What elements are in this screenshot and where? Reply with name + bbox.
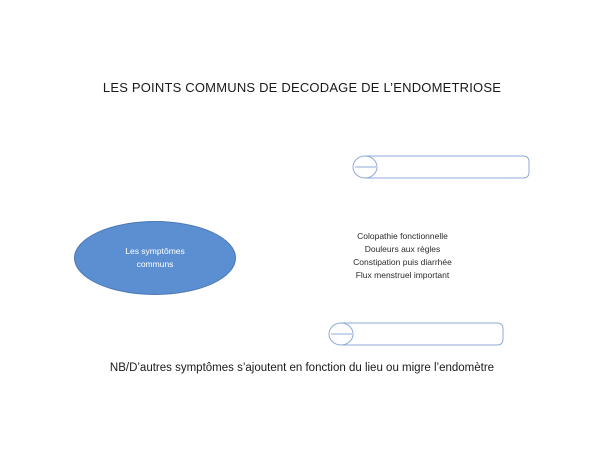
symptom-item: Douleurs aux règles	[364, 244, 441, 254]
symptom-item: Colopathie fonctionnelle	[357, 231, 448, 241]
symptom-item: Constipation puis diarrhée	[353, 257, 452, 267]
ellipse-label-line2: communs	[136, 259, 174, 269]
bottom-bracket	[329, 323, 503, 345]
top-bracket-bar	[365, 156, 529, 178]
symptoms-list	[330, 230, 475, 282]
bottom-bracket-bar	[341, 323, 503, 345]
top-bracket	[353, 156, 529, 178]
symptom-item: Flux menstruel important	[355, 270, 450, 280]
footnote: NB/D’autres symptômes s’ajoutent en fonction du lieu ou migre l’endomètre	[109, 362, 495, 374]
slide-title: LES POINTS COMMUNS DE DECODAGE DE L’ENDOMETRIOSE	[102, 80, 502, 95]
common-symptoms-ellipse	[74, 221, 236, 295]
ellipse-label-line1: Les symptômes	[125, 246, 185, 256]
